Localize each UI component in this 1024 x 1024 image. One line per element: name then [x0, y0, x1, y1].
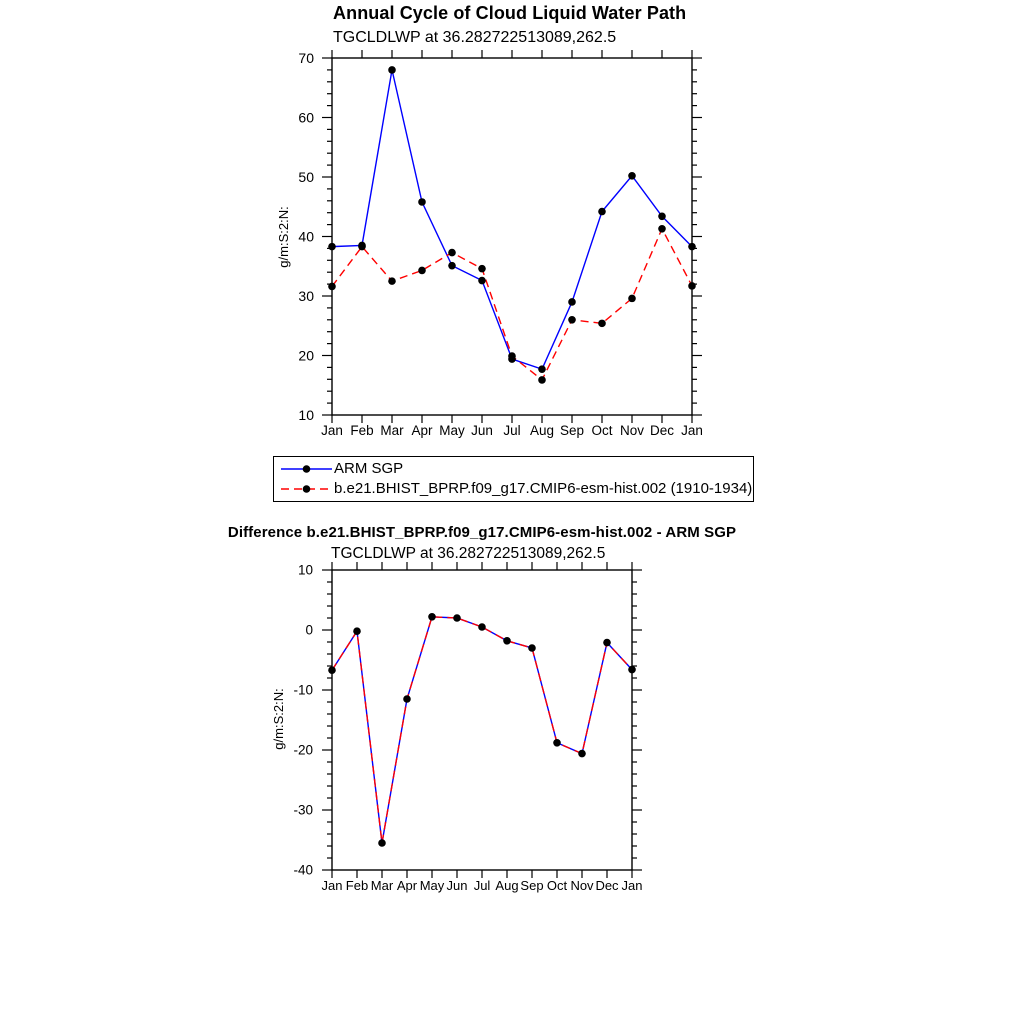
- bottom-chart-subtitle: TGCLDLWP at 36.282722513089,262.5: [331, 545, 606, 562]
- data-point-marker: [418, 267, 426, 275]
- legend-entry-model: [279, 479, 753, 499]
- data-point-marker: [418, 198, 426, 206]
- x-tick-label: Dec: [649, 423, 675, 438]
- x-tick-label: Dec: [595, 878, 619, 893]
- x-tick-label: Apr: [396, 878, 418, 893]
- x-tick-label: Nov: [570, 878, 594, 893]
- x-tick-label: Nov: [619, 423, 645, 438]
- data-point-marker: [358, 243, 366, 251]
- series-line: [332, 617, 632, 843]
- legend-box: [273, 456, 754, 502]
- x-tick-label: Jan: [621, 878, 643, 893]
- data-point-marker: [478, 277, 486, 285]
- top-chart-title: Annual Cycle of Cloud Liquid Water Path: [333, 3, 687, 23]
- y-tick-label: 10: [297, 562, 313, 578]
- data-point-marker: [328, 666, 336, 674]
- legend-label-model: b.e21.BHIST_BPRP.f09_g17.CMIP6-esm-hist.002 (1910-1934): [334, 480, 753, 497]
- data-point-marker: [538, 376, 546, 384]
- axis-tick-labels: [271, 563, 642, 893]
- data-point-marker: [553, 739, 561, 747]
- x-tick-label: Oct: [591, 423, 613, 438]
- y-tick-label: 20: [298, 347, 314, 364]
- x-tick-label: Jun: [471, 423, 493, 438]
- x-tick-label: Feb: [345, 878, 369, 893]
- x-tick-label: Feb: [350, 423, 374, 438]
- y-tick-label: 50: [298, 168, 314, 185]
- data-point-marker: [478, 265, 486, 273]
- x-tick-label: Aug: [495, 878, 519, 893]
- legend-entry-arm-sgp: [279, 459, 753, 479]
- data-point-marker: [328, 243, 336, 251]
- x-tick-label: Sep: [520, 878, 544, 893]
- y-axis-label: g/m:S:2:N:: [276, 206, 291, 268]
- data-point-marker: [448, 249, 456, 257]
- data-point-marker: [448, 262, 456, 270]
- data-point-marker: [478, 623, 486, 631]
- axis-tick-labels: [276, 50, 703, 438]
- data-point-marker: [428, 613, 436, 621]
- data-point-marker: [598, 320, 606, 328]
- data-point-marker: [603, 639, 611, 647]
- data-point-marker: [328, 283, 336, 291]
- y-tick-label: -10: [293, 682, 313, 698]
- series-line: [332, 70, 692, 369]
- x-tick-label: Mar: [380, 423, 404, 438]
- data-point-marker: [378, 839, 386, 847]
- y-tick-label: 40: [298, 228, 314, 245]
- legend-line-sample-dashed: [279, 481, 334, 497]
- x-tick-label: Aug: [529, 423, 555, 438]
- data-point-marker: [628, 172, 636, 180]
- y-axis-label: g/m:S:2:N:: [271, 688, 286, 750]
- y-tick-label: -30: [293, 802, 313, 818]
- y-tick-label: 70: [298, 49, 314, 66]
- y-tick-label: 60: [298, 109, 314, 126]
- data-point-marker: [528, 644, 536, 652]
- y-tick-label: 30: [298, 287, 314, 304]
- bottom-chart-title: Difference b.e21.BHIST_BPRP.f09_g17.CMIP6-esm-hist.002 - ARM SGP: [227, 524, 737, 541]
- data-point-marker: [353, 627, 361, 635]
- data-point-marker: [568, 316, 576, 324]
- axis-ticks: [322, 50, 702, 423]
- y-tick-label: 0: [305, 622, 313, 638]
- data-point-marker: [578, 750, 586, 758]
- x-tick-label: Jun: [446, 878, 468, 893]
- data-point-marker: [688, 243, 696, 251]
- y-tick-label: -20: [293, 742, 313, 758]
- data-point-marker: [628, 295, 636, 303]
- x-tick-label: Jul: [473, 878, 491, 893]
- legend-marker-dot-icon: [303, 485, 311, 493]
- data-point-marker: [508, 352, 516, 360]
- x-tick-label: Jan: [681, 423, 703, 438]
- x-tick-label: Jan: [321, 423, 343, 438]
- data-point-marker: [453, 614, 461, 622]
- axis-ticks: [322, 562, 642, 878]
- data-point-marker: [598, 208, 606, 216]
- x-tick-label: Jul: [503, 423, 521, 438]
- data-point-marker: [568, 298, 576, 306]
- x-tick-label: Apr: [411, 423, 433, 438]
- data-point-marker: [388, 66, 396, 74]
- data-point-marker: [503, 637, 511, 645]
- data-point-marker: [403, 695, 411, 703]
- x-tick-label: Oct: [546, 878, 568, 893]
- bottom-chart-plot: [271, 562, 642, 893]
- x-tick-label: May: [439, 423, 465, 438]
- legend-label-arm-sgp: ARM SGP: [334, 460, 404, 477]
- data-point-marker: [388, 277, 396, 285]
- data-point-marker: [628, 666, 636, 674]
- legend-marker-dot-icon: [303, 465, 311, 473]
- data-point-marker: [658, 212, 666, 220]
- y-tick-label: 10: [298, 406, 314, 423]
- x-tick-label: May: [419, 878, 445, 893]
- x-tick-label: Sep: [559, 423, 585, 438]
- top-chart-subtitle: TGCLDLWP at 36.282722513089,262.5: [333, 29, 617, 46]
- top-chart-plot: [276, 50, 703, 438]
- legend-line-sample-solid: [279, 461, 334, 477]
- data-point-marker: [688, 282, 696, 290]
- x-tick-label: Jan: [321, 878, 343, 893]
- y-tick-label: -40: [293, 862, 313, 878]
- data-point-marker: [538, 365, 546, 373]
- data-point-marker: [658, 225, 666, 233]
- x-tick-label: Mar: [370, 878, 394, 893]
- plot-frame: [332, 570, 632, 870]
